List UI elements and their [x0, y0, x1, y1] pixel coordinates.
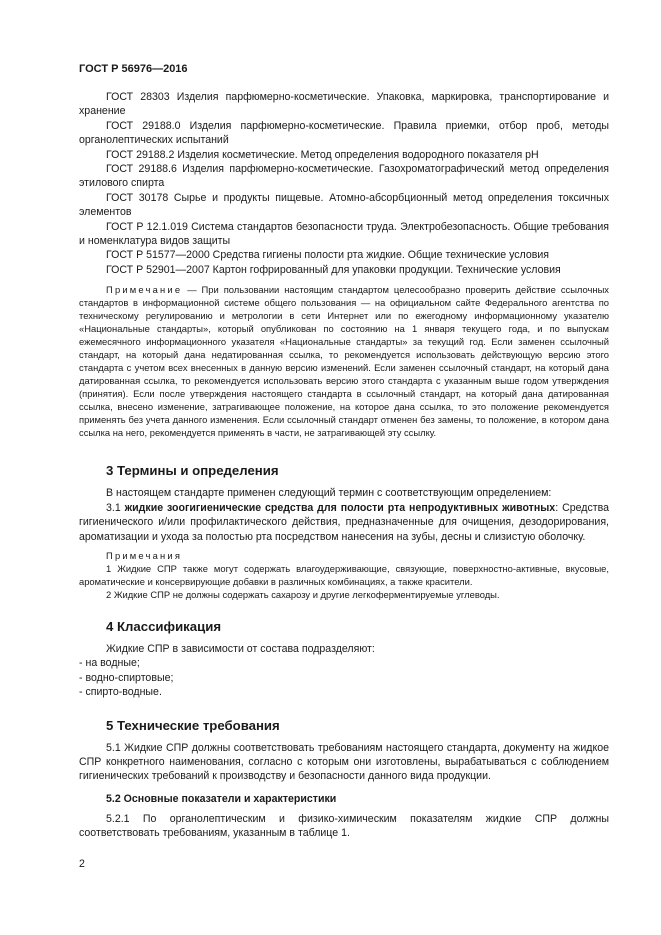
notes-label: Примечания: [106, 549, 183, 561]
paragraph-5-2-1: 5.2.1 По органолептическим и физико-химическим показателям жидкие СПР должны соответствовать требованиям, указанным в таблице 1.: [79, 812, 609, 840]
reference-item: ГОСТ 29188.0 Изделия парфюмерно-косметические. Правила приемки, отбор проб, методы органолептических испытаний: [79, 119, 609, 147]
section-5-title: 5 Технические требования: [106, 717, 280, 733]
term-definition: [79, 501, 609, 544]
term: жидкие зоогигиенические средства для полости рта непродуктивных животных: [124, 501, 556, 514]
section-5: [79, 718, 609, 841]
term-number: 3.1: [106, 501, 125, 514]
references-list: [79, 90, 609, 277]
section-3: [79, 463, 609, 601]
note-item: 1 Жидкие СПР также могут содержать влагоудерживающие, связующие, поверхностно-активные, вкусовые, ароматические и консервирующие добавки в различных комбинациях, а также красители.: [79, 562, 609, 587]
reference-item: ГОСТ 28303 Изделия парфюмерно-косметические. Упаковка, маркировка, транспортирование и хранение: [79, 91, 609, 118]
reference-item: ГОСТ 29188.2 Изделия косметические. Метод определения водородного показателя pH: [106, 148, 539, 161]
section-3-title: 3 Термины и определения: [106, 463, 279, 479]
section-3-intro: В настоящем стандарте применен следующий термин с соответствующим определением:: [106, 487, 552, 500]
list-item: - на водные;: [79, 657, 140, 670]
page-number: 2: [79, 857, 85, 870]
reference-item: ГОСТ Р 51577—2000 Средства гигиены полости рта жидкие. Общие технические условия: [106, 249, 550, 262]
list-item: - водно-спиртовые;: [79, 671, 174, 684]
note-item: 2 Жидкие СПР не должны содержать сахарозу и другие легкоферментируемые углеводы.: [106, 588, 500, 600]
list-item: - спирто-водные.: [79, 686, 162, 699]
reference-item: ГОСТ Р 52901—2007 Картон гофрированный для упаковки продукции. Технические условия: [106, 263, 561, 276]
definition: : Средства гигиенического и/или профилактического действия, предназначенные для очищения, дезодорирования, ароматизации и ухода за полостью рта посредством нанесения на зубы, десны и слизистую оболочку.: [79, 501, 609, 543]
document-header: ГОСТ Р 56976—2016: [79, 63, 188, 75]
subsection-5-2-title: 5.2 Основные показатели и характеристики: [106, 792, 337, 805]
reference-item: ГОСТ 30178 Сырье и продукты пищевые. Атомно-абсорбционный метод определения токсичных элементов: [79, 191, 609, 219]
section-4: [79, 619, 609, 700]
section-4-intro: Жидкие СПР в зависимости от состава подразделяют:: [106, 642, 375, 655]
note-label: Примечание: [106, 284, 183, 296]
reference-item: ГОСТ Р 12.1.019 Система стандартов безопасности труда. Электробезопасность. Общие требования и номенклатура видов защиты: [79, 220, 609, 248]
paragraph-5-1: 5.1 Жидкие СПР должны соответствовать требованиям настоящего стандарта, документу на жидкое СПР конкретного наименования, согласно с которым они изготовлены, вырабатываться с соблюдением гигиенических требований к производству и безопасности данного вида продукции.: [79, 741, 609, 783]
references-note: [79, 283, 609, 439]
reference-item: ГОСТ 29188.6 Изделия парфюмерно-косметические. Газохроматографический метод определения этилового спирта: [79, 163, 609, 190]
section-4-title: 4 Классификация: [106, 618, 222, 634]
note-text: — При пользовании настоящим стандартом целесообразно проверить действие ссылочных стандартов в информационной системе общего пользования — на официальном сайте Федерального агентства по техническому регулированию и метрологии в сети Интернет или по ежегодному информационному указателю «Национальные стандарты», который опубликован по состоянию на 1 января текущего года, и по выпускам ежемесячного информационного указателя «Национальные стандарты» за текущий год. Если заменен ссылочный стандарт, на который дана недатированная ссылка, то рекомендуется использовать действующую версию этого стандарта с учетом всех внесенных в данную версию изменений. Если заменен ссылочный стандарт, на который дана датированная ссылка, то рекомендуется использовать версию этого стандарта с указанным выше годом утверждения (принятия). Если после утверждения настоящего стандарта в ссылочный стандарт, на который дана датированная ссылка, внесено изменение, затрагивающее положение, на которое дана ссылка, то это положение рекомендуется применять без учета данного изменения. Если ссылочный стандарт отменен без замены, то положение, в котором дана ссылка на него, рекомендуется применять в части, не затрагивающей эту ссылку.: [79, 284, 609, 439]
